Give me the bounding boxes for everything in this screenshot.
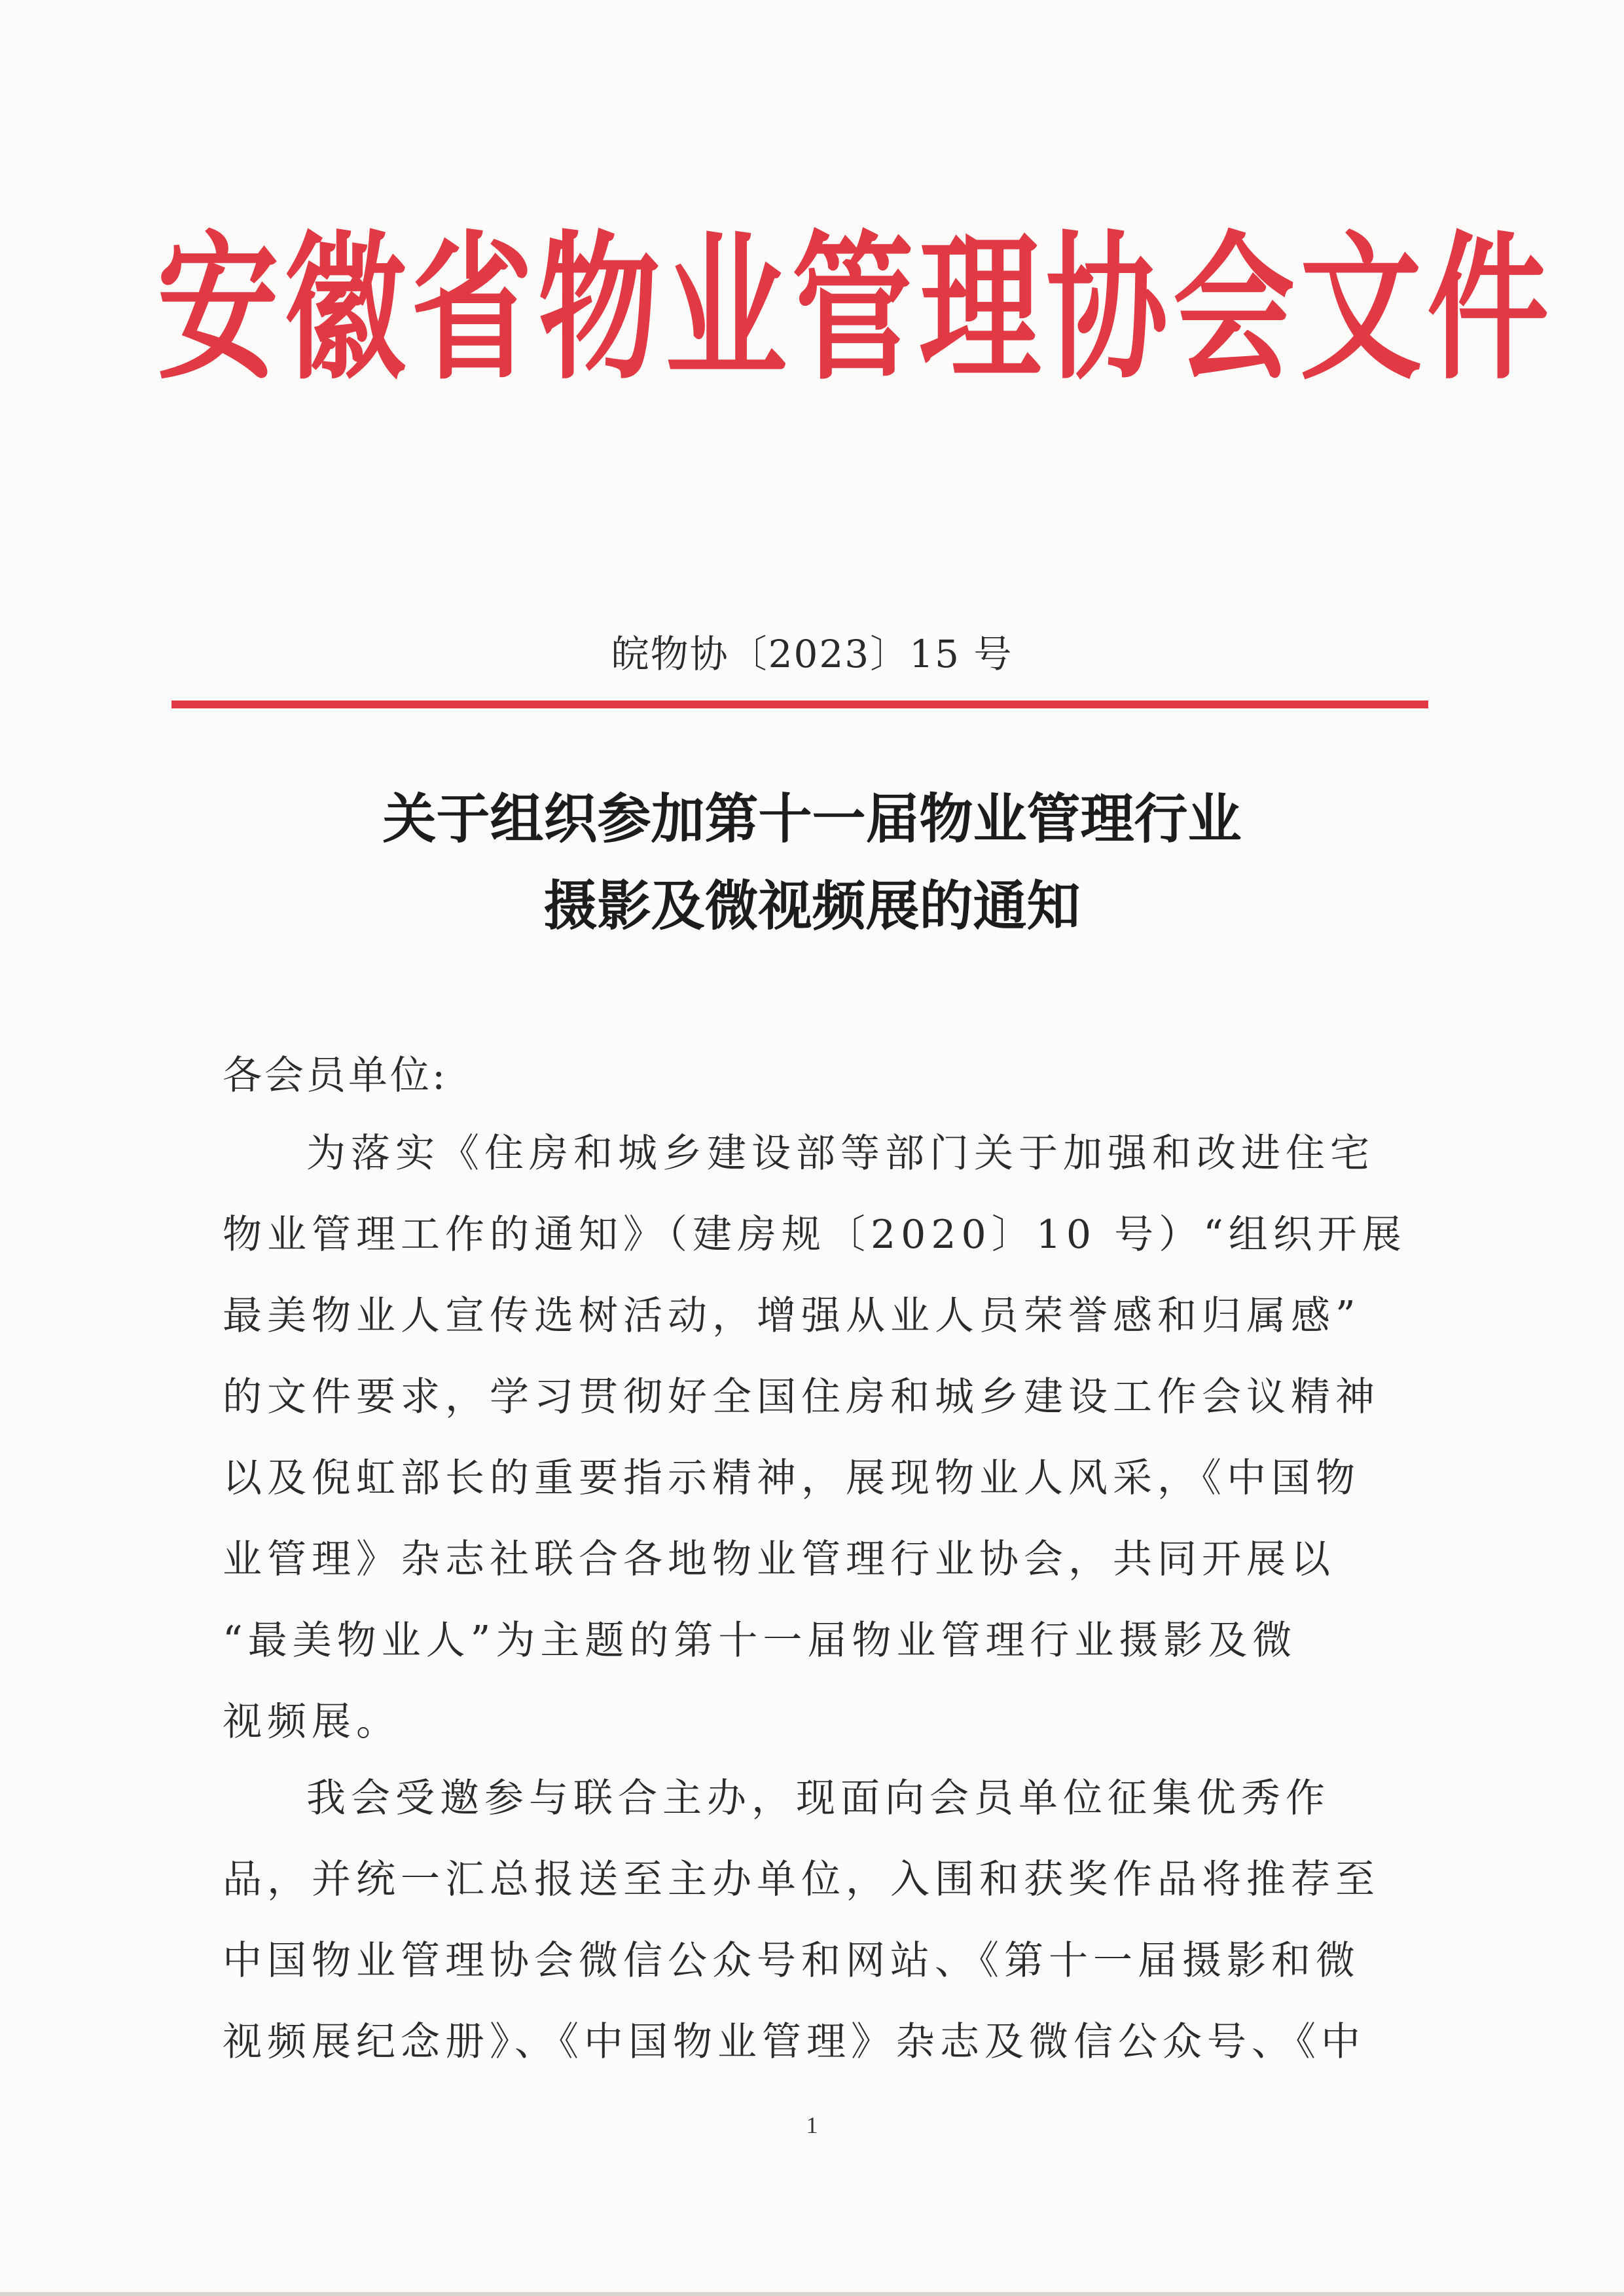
paragraph-line: 物业管理工作的通知》（建房规〔2020〕10 号）“组织开展 xyxy=(223,1212,1407,1258)
notice-title-line-2: 摄影及微视频展的通知 xyxy=(543,875,1081,938)
issuer-header-title: 安徽省物业管理协会文件 xyxy=(157,214,1555,401)
paragraph-line: 我会受邀参与联合主办，现面向会员单位征集优秀作 xyxy=(306,1776,1330,1821)
notice-title xyxy=(0,776,1624,950)
body-paragraph-1 xyxy=(223,1113,1407,1762)
paragraph-line: 以及倪虹部长的重要指示精神，展现物业人风采，《中国物 xyxy=(223,1455,1360,1501)
salutation: 各会员单位: xyxy=(223,1053,448,1099)
paragraph-line: “最美物业人”为主题的第十一届物业管理行业摄影及微 xyxy=(223,1618,1297,1664)
body-paragraph-2 xyxy=(223,1758,1380,2083)
document-number: 皖物协〔2023〕15 号 xyxy=(611,632,1013,676)
paragraph-line: 视频展纪念册》、《中国物业管理》杂志及微信公众号、《中 xyxy=(223,2019,1365,2065)
scan-bottom-edge xyxy=(0,2292,1624,2296)
paragraph-line: 的文件要求，学习贯彻好全国住房和城乡建设工作会议精神 xyxy=(223,1374,1380,1420)
page-number: 1 xyxy=(806,2112,818,2138)
notice-title-line-1: 关于组织参加第十一届物业管理行业 xyxy=(382,788,1242,850)
paragraph-line: 业管理》杂志社联合各地物业管理行业协会，共同开展以 xyxy=(223,1537,1335,1582)
paragraph-line: 最美物业人宣传选树活动，增强从业人员荣誉感和归属感” xyxy=(223,1293,1361,1339)
paragraph-line: 品，并统一汇总报送至主办单位，入围和获奖作品将推荐至 xyxy=(223,1857,1380,1903)
red-divider-line xyxy=(171,701,1428,708)
paragraph-line: 视频展。 xyxy=(223,1699,401,1745)
paragraph-line: 为落实《住房和城乡建设部等部门关于加强和改进住宅 xyxy=(306,1131,1375,1176)
paragraph-line: 中国物业管理协会微信公众号和网站、《第十一届摄影和微 xyxy=(223,1938,1360,1984)
